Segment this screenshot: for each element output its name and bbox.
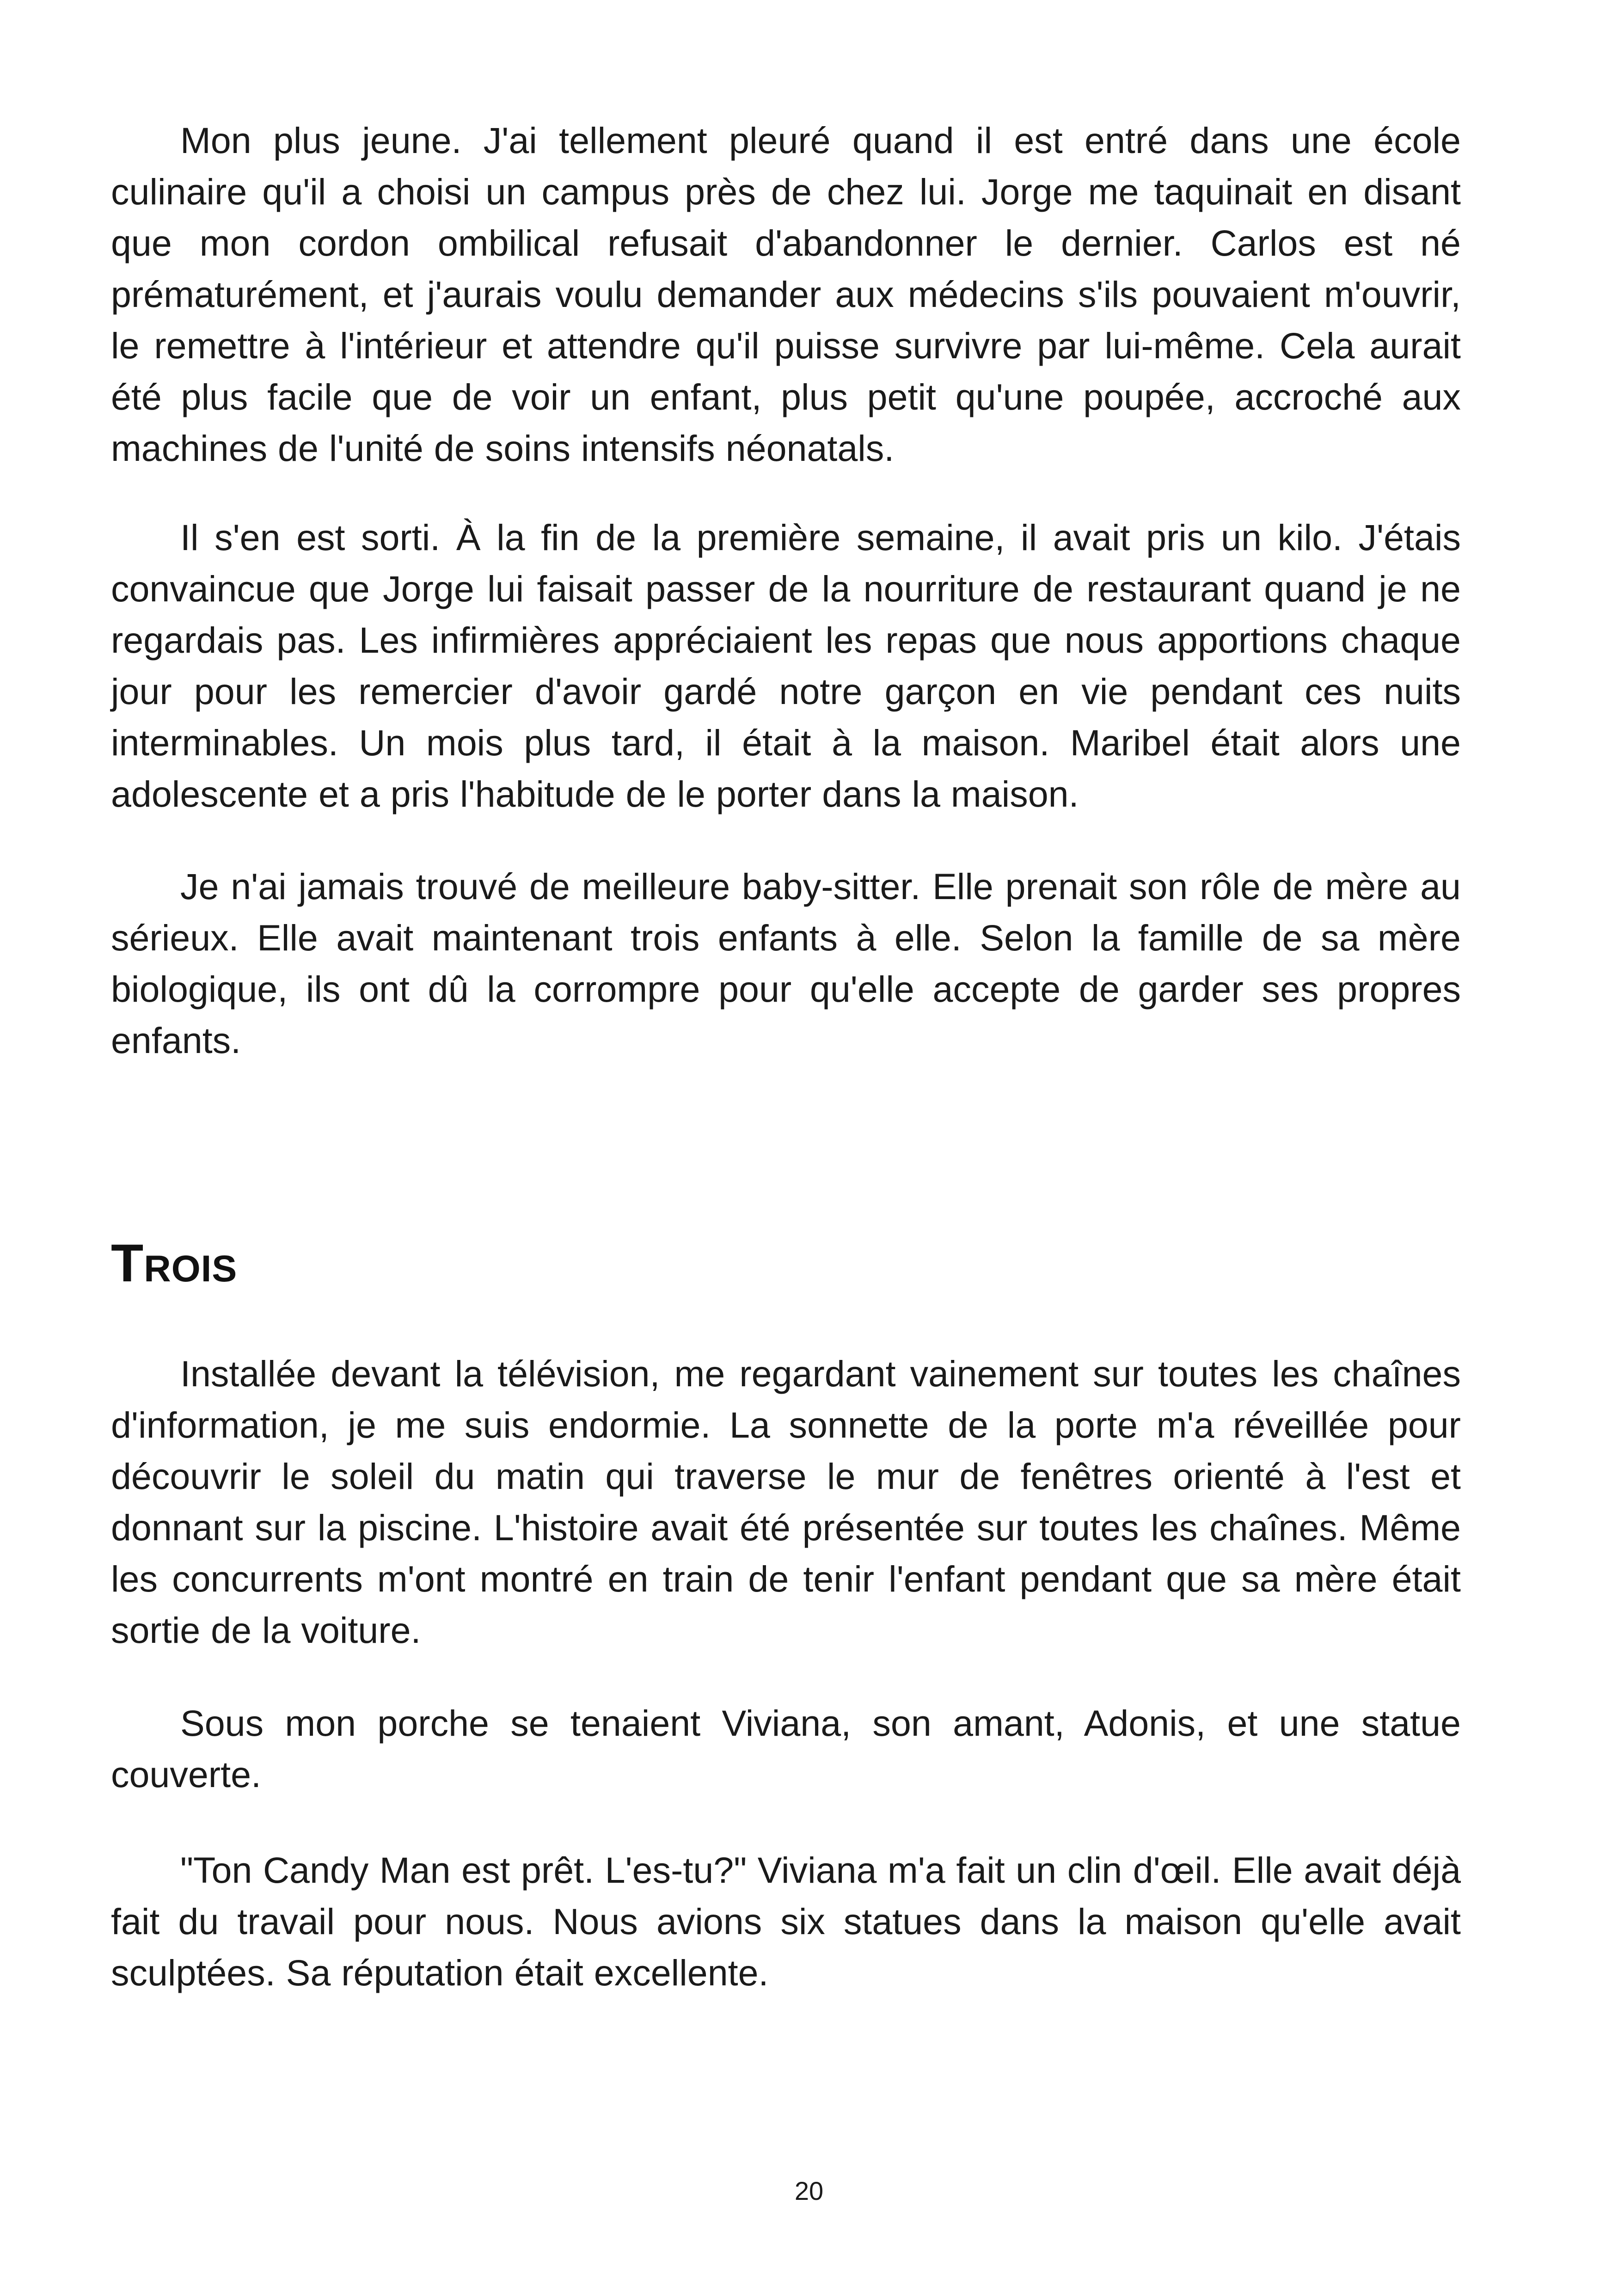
page-number: 20 bbox=[794, 2176, 824, 2205]
paragraph: Mon plus jeune. J'ai tellement pleuré quand il est entré dans une école culinaire qu'il a choisi un campus près de chez lui. Jorge me taquinait en disant que mon cordon ombilical refusait d'abandonner le dernier. Carlos est né prématurément, et j'aurais voulu demander aux médecins s'ils pouvaient m'ouvrir, le remettre à l'intérieur et attendre qu'il puisse survivre par lui-même. Cela aurait été plus facile que de voir un enfant, plus petit qu'une poupée, accroché aux machines de l'unité de soins intensifs néonatals. bbox=[111, 120, 1461, 469]
paragraph-block bbox=[111, 861, 1461, 1066]
chapter-heading: Trois bbox=[111, 1234, 238, 1293]
paragraph: Installée devant la télévision, me regardant vainement sur toutes les chaînes d'information, je me suis endormie. La sonnette de la porte m'a réveillée pour découvrir le soleil du matin qui traverse le mur de fenêtres orienté à l'est et donnant sur la piscine. L'histoire avait été présentée sur toutes les chaînes. Même les concurrents m'ont montré en train de tenir l'enfant pendant que sa mère était sortie de la voiture. bbox=[111, 1353, 1461, 1651]
paragraph-block bbox=[111, 512, 1461, 820]
paragraph: "Ton Candy Man est prêt. L'es-tu?" Viviana m'a fait un clin d'œil. Elle avait déjà fait du travail pour nous. Nous avions six statues dans la maison qu'elle avait sculptées. Sa réputation était excellente. bbox=[111, 1849, 1461, 1993]
paragraph: Il s'en est sorti. À la fin de la première semaine, il avait pris un kilo. J'étais convaincue que Jorge lui faisait passer de la nourriture de restaurant quand je ne regardais pas. Les infirmières appréciaient les repas que nous apportions chaque jour pour les remercier d'avoir gardé notre garçon en vie pendant ces nuits interminables. Un mois plus tard, il était à la maison. Maribel était alors une adolescente et a pris l'habitude de le porter dans la maison. bbox=[111, 517, 1461, 814]
paragraph-block bbox=[111, 1844, 1461, 1998]
paragraph-block bbox=[111, 1348, 1461, 1656]
paragraph-block bbox=[111, 115, 1461, 474]
paragraph: Je n'ai jamais trouvé de meilleure baby-sitter. Elle prenait son rôle de mère au sérieux. Elle avait maintenant trois enfants à elle. Selon la famille de sa mère biologique, ils ont dû la corrompre pour qu'elle accepte de garder ses propres enfants. bbox=[111, 866, 1461, 1061]
paragraph-block bbox=[111, 1697, 1461, 1800]
paragraph: Sous mon porche se tenaient Viviana, son amant, Adonis, et une statue couverte. bbox=[111, 1702, 1461, 1795]
